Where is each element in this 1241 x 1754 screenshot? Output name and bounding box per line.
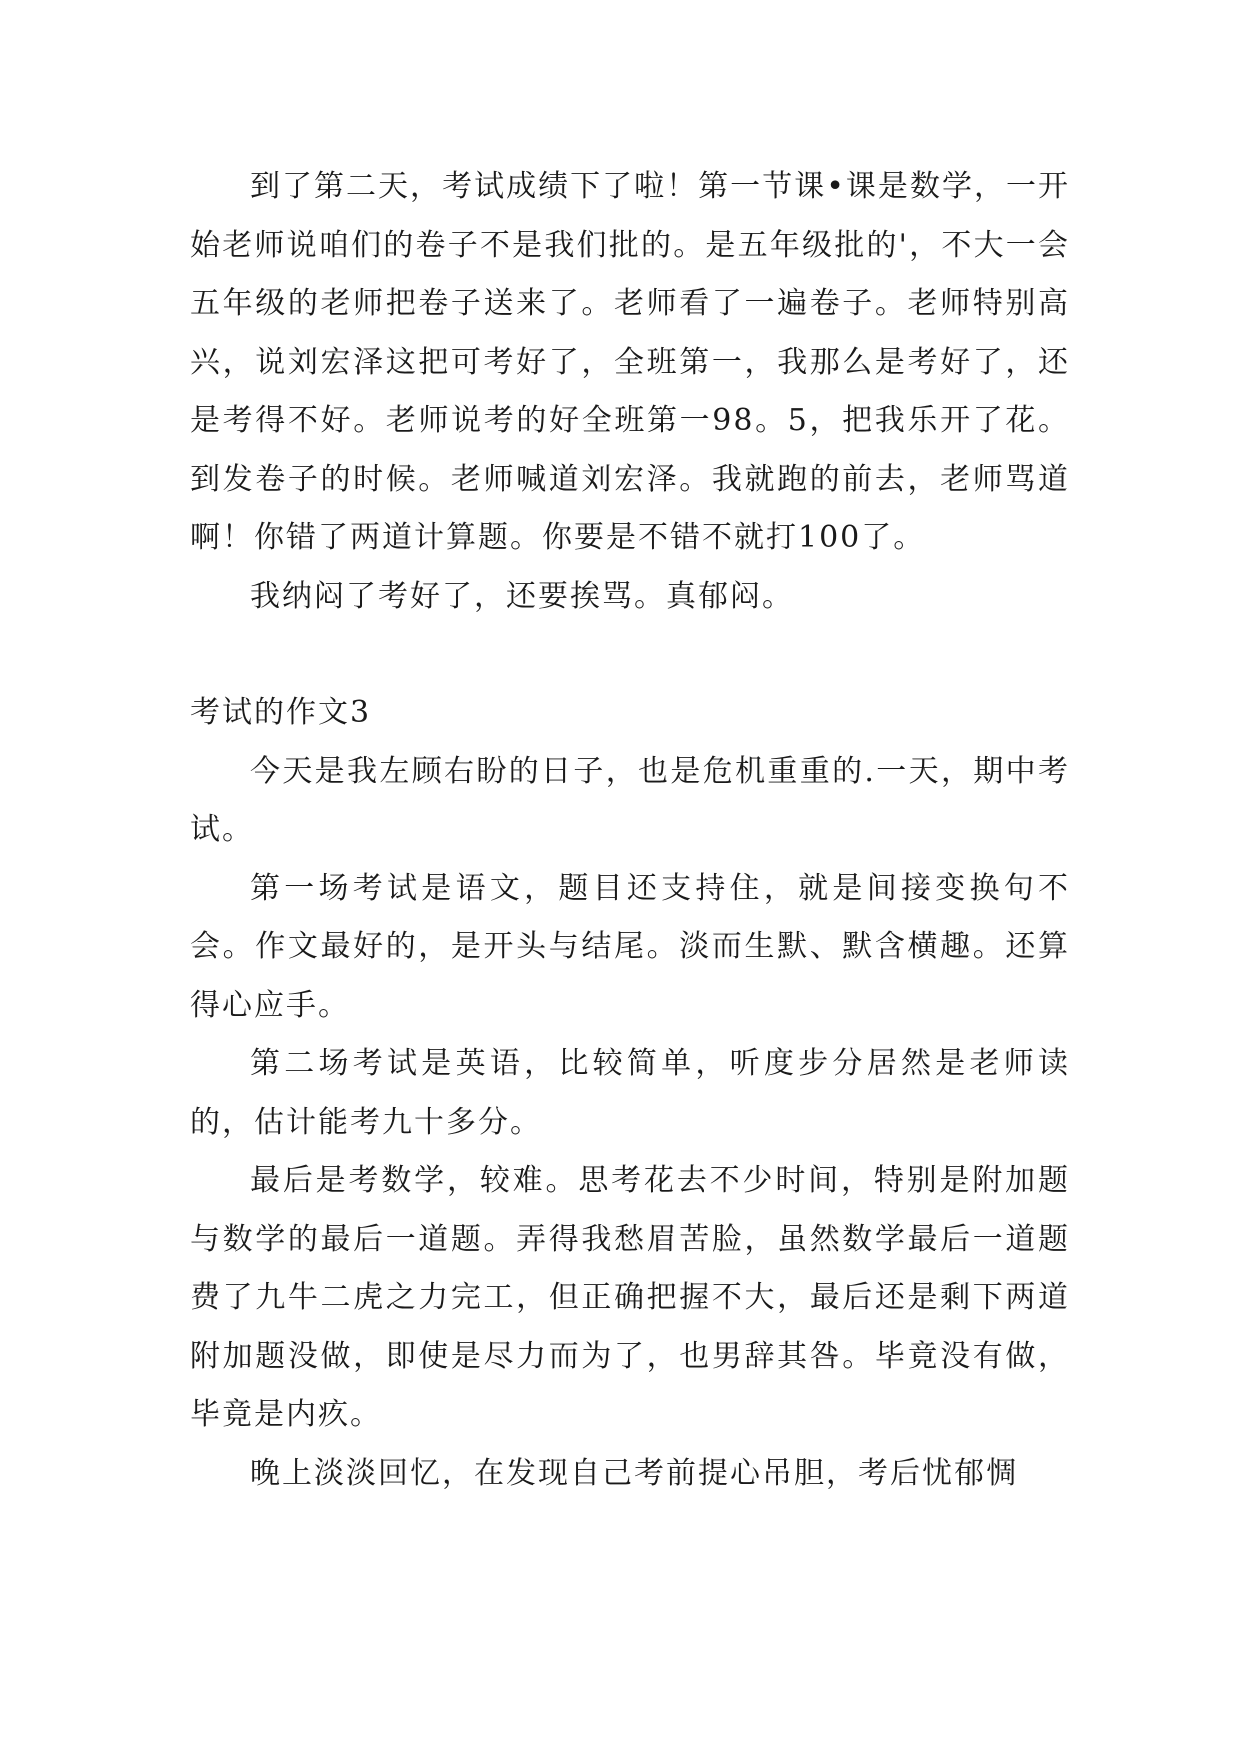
paragraph-exam-results: 到了第二天，考试成绩下了啦！第一节课•课是数学，一开始老师说咱们的卷子不是我们批的。是五年级批的'，不大一会五年级的老师把卷子送来了。老师看了一遍卷子。老师特别高兴，说刘宏泽这把可考好了，全班第一，我那么是考好了，还是考得不好。老师说考的好全班第一98。5，把我乐开了花。到发卷子的时候。老师喊道刘宏泽。我就跑的前去，老师骂道啊！你错了两道计算题。你要是不错不就打100了。 <box>190 169 1070 555</box>
paragraph-math-exam: 最后是考数学，较难。思考花去不少时间，特别是附加题与数学的最后一道题。弄得我愁眉苦脸，虽然数学最后一道题费了九牛二虎之力完工，但正确把握不大，最后还是剩下两道附加题没做，即使是尽力而为了，也男辞其咎。毕竟没有做，毕竟是内疚。 <box>190 1163 1070 1432</box>
paragraph-chinese-exam: 第一场考试是语文，题目还支持住，就是间接变换句不会。作文最好的，是开头与结尾。淡而生默、默含横趣。还算得心应手。 <box>190 870 1070 1023</box>
paragraph-evening-reflection: 晚上淡淡回忆，在发现自己考前提心吊胆，考后忧郁惆 <box>250 1455 1018 1491</box>
paragraph-confused: 我纳闷了考好了，还要挨骂。真郁闷。 <box>250 578 794 614</box>
section-title: 考试的作文3 <box>190 695 372 730</box>
document-page <box>190 158 1070 1503</box>
paragraph-midterm-day: 今天是我左顾右盼的日子，也是危机重重的.一天，期中考试。 <box>190 753 1070 847</box>
paragraph-english-exam: 第二场考试是英语，比较简单，听度步分居然是老师读的，估计能考九十多分。 <box>190 1046 1070 1140</box>
